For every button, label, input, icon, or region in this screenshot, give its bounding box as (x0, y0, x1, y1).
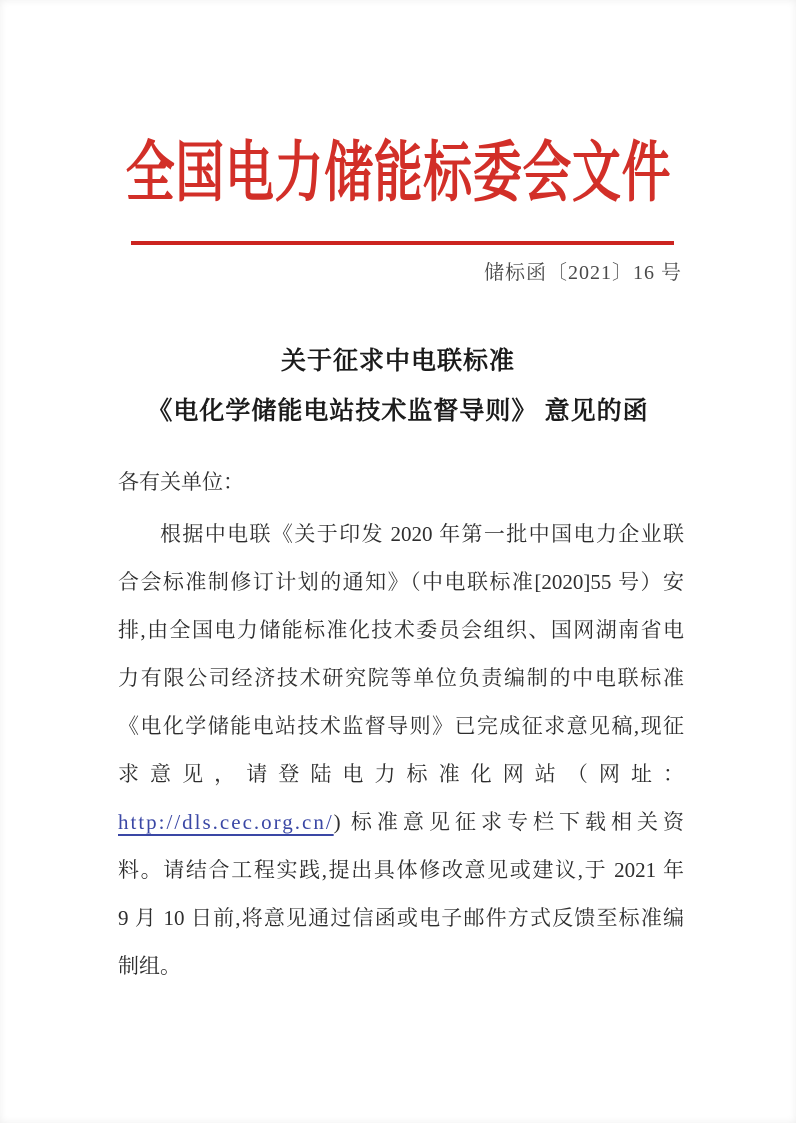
body-line: 合会标准制修订计划的通知》（中电联标准[2020]55 号）安 (118, 570, 684, 594)
document-title-line2: 《电化学储能电站技术监督导则》 意见的函 (147, 398, 649, 425)
header-org-title: 全国电力储能标委会文件 (125, 137, 671, 210)
body-line: 排,由全国电力储能标准化技术委员会组织、国网湖南省电 (118, 618, 684, 642)
body-line: 力有限公司经济技术研究院等单位负责编制的中电联标准 (118, 666, 684, 690)
body-line: 《电化学储能电站技术监督导则》已完成征求意见稿,现征 (118, 714, 684, 738)
salutation: 各有关单位： (118, 470, 244, 494)
body-line: 根据中电联《关于印发 2020 年第一批中国电力企业联 (160, 522, 684, 546)
document-title-line1: 关于征求中电联标准 (280, 348, 515, 375)
cec-standards-website-link[interactable]: http://dls.cec.org.cn/ (118, 810, 334, 834)
document-title (0, 337, 796, 437)
document-body (118, 458, 684, 990)
document-header (0, 134, 796, 231)
link-line-text: ) 标准意见征求专栏下载相关资 (333, 810, 684, 834)
body-line: 制组。 (118, 954, 181, 978)
body-line: 料。请结合工程实践,提出具体修改意见或建议,于 2021 年 (118, 858, 684, 882)
red-divider-line (131, 241, 674, 245)
body-line: 求意见，请登陆电力标准化网站（网址： (118, 762, 684, 786)
body-line: 9 月 10 日前,将意见通过信函或电子邮件方式反馈至标准编 (118, 906, 684, 930)
link-line (118, 798, 684, 846)
document-number: 储标函〔2021〕16 号 (484, 262, 682, 284)
